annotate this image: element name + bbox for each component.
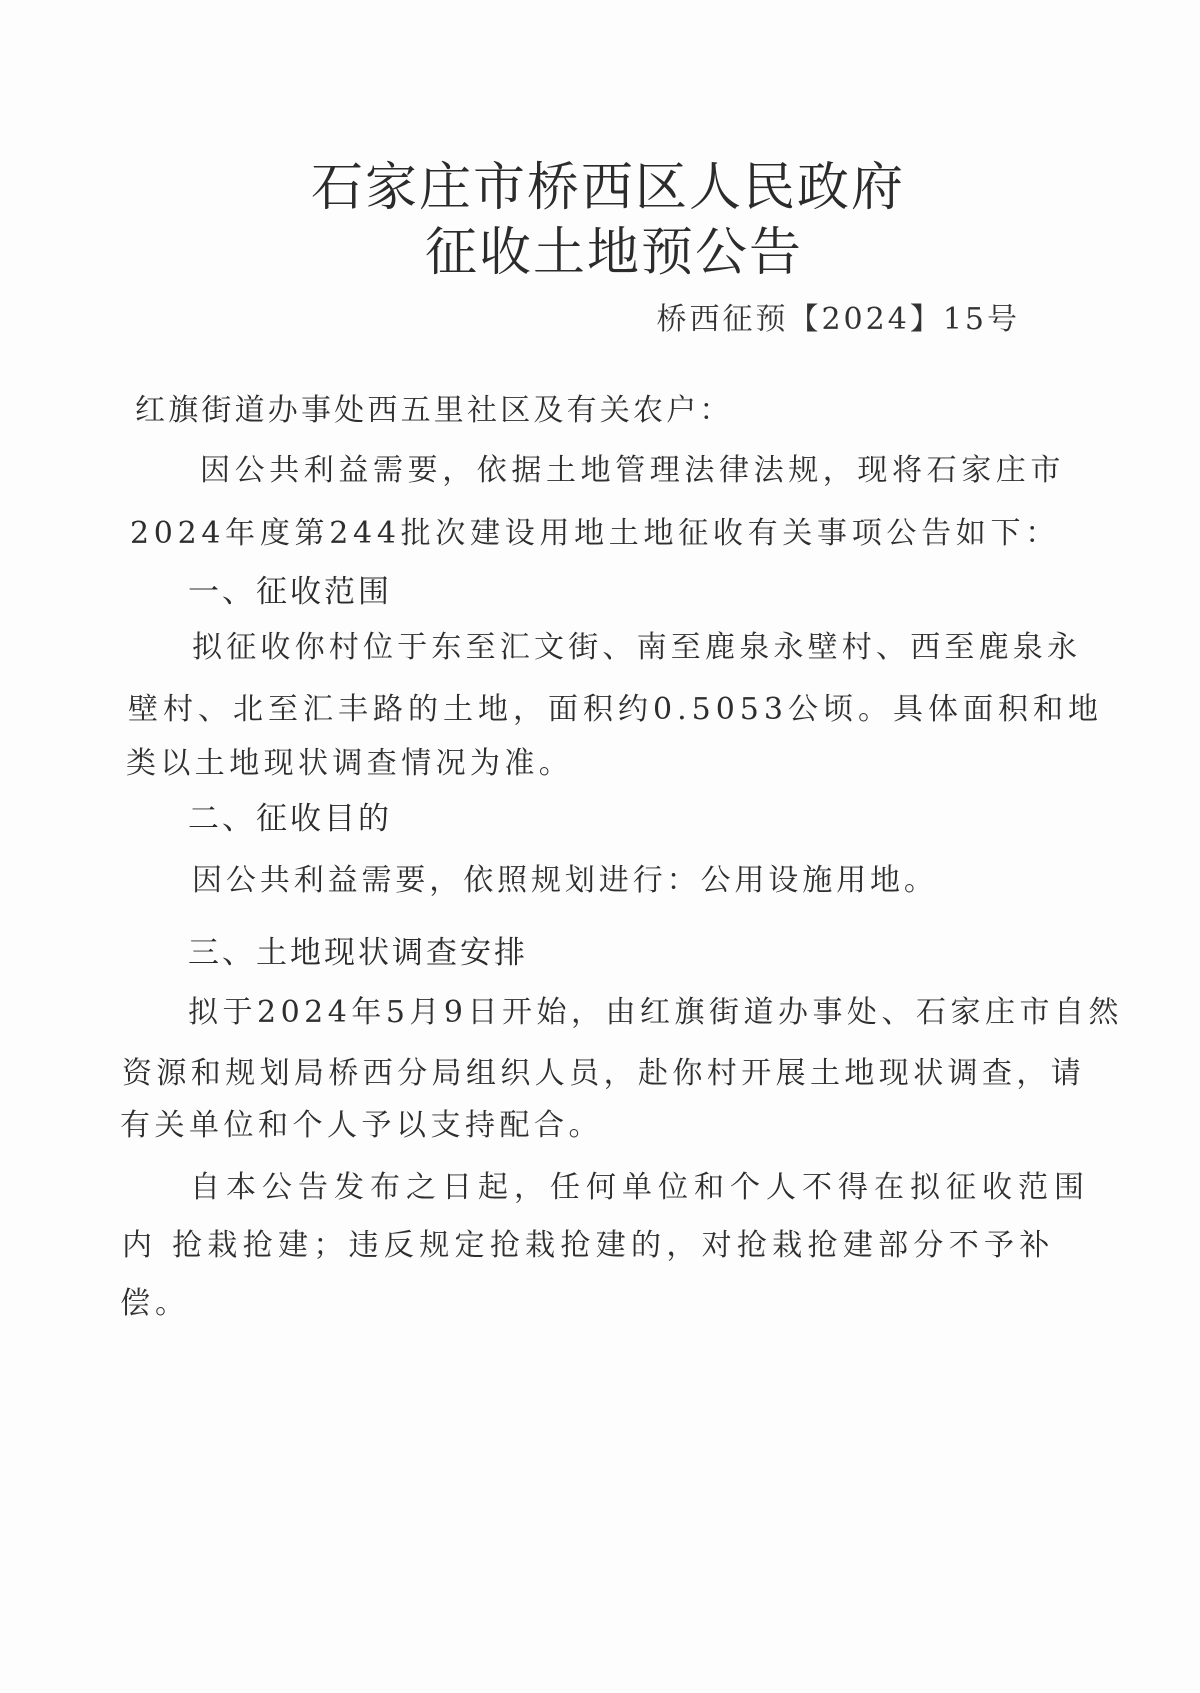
section-heading-survey: 三、土地现状调查安排 <box>188 935 528 971</box>
closing-line: 偿。 <box>120 1286 190 1321</box>
intro-line: 2024年度第244批次建设用地土地征收有关事项公告如下： <box>130 516 1060 551</box>
section-scope-line: 拟征收你村位于东至汇文街、南至鹿泉永壁村、西至鹿泉永 <box>192 630 1082 665</box>
document-title-line1: 石家庄市桥西区人民政府 <box>310 158 905 218</box>
closing-line: 内 抢栽抢建；违反规定抢栽抢建的，对抢栽抢建部分不予补 <box>122 1228 1055 1263</box>
section-purpose-line: 因公共利益需要，依照规划进行：公用设施用地。 <box>192 863 938 898</box>
closing-line: 自本公告发布之日起，任何单位和个人不得在拟征收范围 <box>190 1170 1090 1205</box>
document-title-line2: 征收土地预公告 <box>424 223 803 283</box>
section-survey-line: 拟于2024年5月9日开始，由红旗街道办事处、石家庄市自然 <box>188 995 1124 1030</box>
section-scope-line: 类以土地现状调查情况为准。 <box>126 746 574 781</box>
section-heading-scope: 一、征收范围 <box>188 574 392 610</box>
section-scope-line: 壁村、北至汇丰路的土地，面积约0.5053公顷。具体面积和地 <box>128 692 1103 727</box>
section-survey-line: 资源和规划局桥西分局组织人员，赴你村开展土地现状调查，请 <box>122 1056 1086 1091</box>
intro-line: 因公共利益需要，依据土地管理法律法规，现将石家庄市 <box>200 453 1065 488</box>
salutation: 红旗街道办事处西五里社区及有关农户： <box>135 393 733 428</box>
document-number: 桥西征预【2024】15号 <box>656 302 1020 337</box>
section-heading-purpose: 二、征收目的 <box>188 801 392 837</box>
section-survey-line: 有关单位和个人予以支持配合。 <box>120 1108 603 1143</box>
